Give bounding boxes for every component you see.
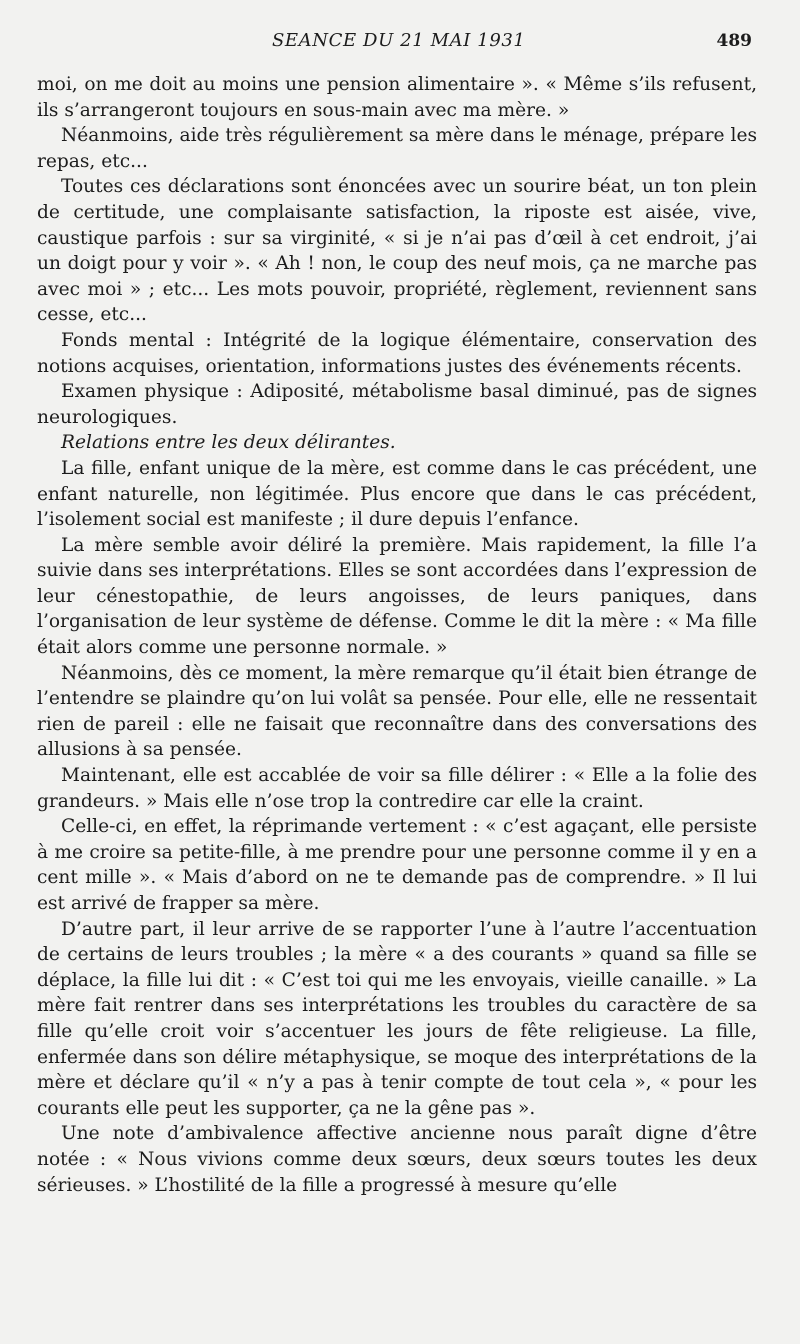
paragraph: Néanmoins, aide très régulièrement sa mère dans le ménage, prépare les repas, etc...	[37, 125, 757, 172]
section-heading: Relations entre les deux délirantes.	[61, 432, 396, 454]
paragraph: La fille, enfant unique de la mère, est comme dans le cas précédent, une enfant naturelle, non légitimée. Plus encore que dans le cas précédent, l’isolement social est manifeste ; il dure depuis l’enfance.	[37, 457, 757, 531]
body-text	[37, 72, 757, 1198]
paragraph: Examen physique : Adiposité, métabolisme basal diminué, pas de signes neurologiques.	[37, 381, 757, 428]
paragraph: Une note d’ambivalence affective ancienne nous paraît digne d’être notée : « Nous vivions comme deux sœurs, deux sœurs toutes les deux sérieuses. » L’hostilité de la fille a progressé à mesure qu’elle	[37, 1123, 757, 1196]
running-title: SEANCE DU 21 MAI 1931	[272, 30, 526, 51]
paragraph: moi, on me doit au moins une pension alimentaire ». « Même s’ils refusent, ils s’arrangeront toujours en sous-main avec ma mère. »	[37, 74, 757, 121]
paragraph: Fonds mental : Intégrité de la logique élémentaire, conservation des notions acquises, orientation, informations justes des événements récents.	[37, 329, 757, 377]
paragraph: Maintenant, elle est accablée de voir sa fille délirer : « Elle a la folie des grandeurs. » Mais elle n’ose trop la contredire car elle la craint.	[37, 765, 757, 812]
paragraph: La mère semble avoir déliré la première. Mais rapidement, la fille l’a suivie dans ses interprétations. Elles se sont accordées dans l’expression de leur cénestopathie, de leurs angoisses, de leurs paniques, dans l’organisation de leur système de défense. Comme le dit la mère : « Ma fille était alors comme une personne normale. »	[37, 534, 757, 659]
page-number: 489	[716, 31, 752, 51]
paragraph: Toutes ces déclarations sont énoncées avec un sourire béat, un ton plein de certitude, une complaisante satisfaction, la riposte est aisée, vive, caustique parfois : sur sa virginité, « si je n’ai pas d’œil à cet endroit, j’ai un doigt pour y voir ». « Ah ! non, le coup des neuf mois, ça ne marche pas avec moi » ; etc... Les mots pouvoir, propriété, règlement, reviennent sans cesse, etc...	[37, 176, 757, 326]
page-header	[0, 28, 800, 58]
paragraph: Néanmoins, dès ce moment, la mère remarque qu’il était bien étrange de l’entendre se plaindre qu’on lui volât sa pensée. Pour elle, elle ne ressentait rien de pareil : elle ne faisait que reconnaître dans des conversations des allusions à sa pensée.	[37, 662, 757, 761]
paragraph: Celle-ci, en effet, la réprimande vertement : « c’est agaçant, elle persiste à me croire sa petite-fille, à me prendre pour une personne comme il y en a cent mille ». « Mais d’abord on ne te demande pas de comprendre. » Il lui est arrivé de frapper sa mère.	[37, 816, 757, 914]
paragraph: D’autre part, il leur arrive de se rapporter l’une à l’autre l’accentuation de certains de leurs troubles ; la mère « a des courants » quand sa fille se déplace, la fille lui dit : « C’est toi qui me les envoyais, vieille canaille. » La mère fait rentrer dans ses interprétations les troubles du caractère de sa fille qu’elle croit voir s’accentuer les jours de fête religieuse. La fille, enfermée dans son délire métaphysique, se moque des interprétations de la mère et déclare qu’il « n’y a pas à tenir compte de tout cela », « pour les courants elle peut les supporter, ça ne la gêne pas ».	[37, 918, 757, 1119]
